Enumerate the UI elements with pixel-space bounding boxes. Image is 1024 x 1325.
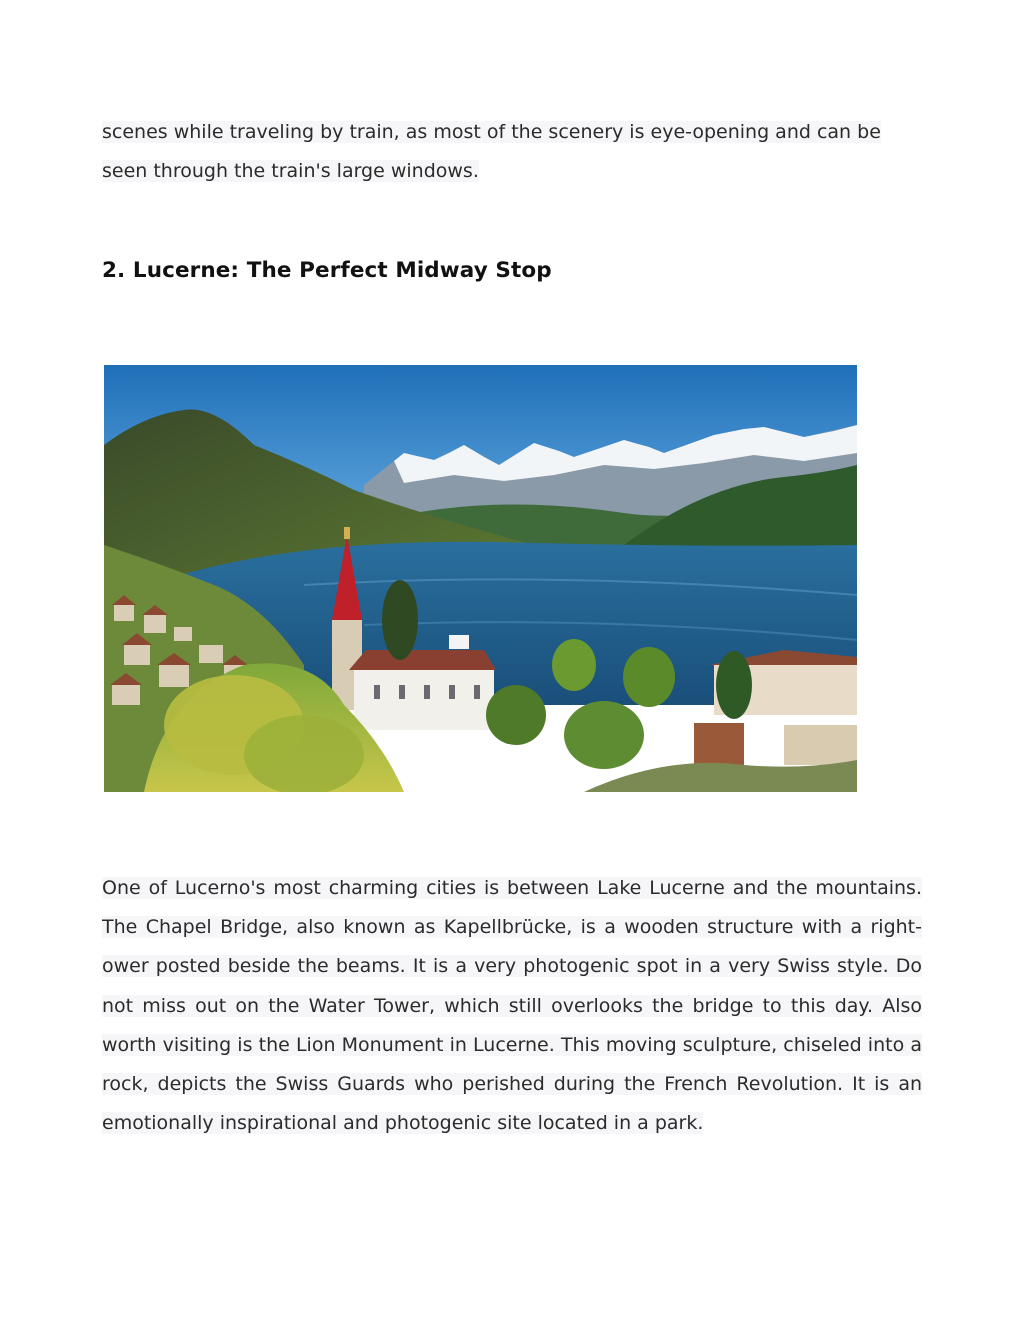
section-body-paragraph (102, 869, 922, 1143)
intro-text: scenes while traveling by train, as most of the scenery is eye-opening and can be seen through the train's large windows. (102, 121, 881, 183)
section-body-text: One of Lucerno's most charming cities is between Lake Lucerne and the mountains. The Chapel Bridge, also known as Kapellbrücke, is a wooden structure with a right-ower posted beside the beams. It is a very photogenic spot in a very Swiss style. Do not miss out on the Water Tower, which still overlooks the bridge to this day. Also worth visiting is the Lion Monument in Lucerne. This moving sculpture, chiseled into a rock, depicts the Swiss Guards who perished during the French Revolution. It is an emotionally inspirational and photogenic site located in a park. (102, 877, 922, 1135)
intro-paragraph (102, 113, 922, 191)
section-heading: 2. Lucerne: The Perfect Midway Stop (102, 258, 552, 283)
lucerne-photo (104, 365, 857, 792)
